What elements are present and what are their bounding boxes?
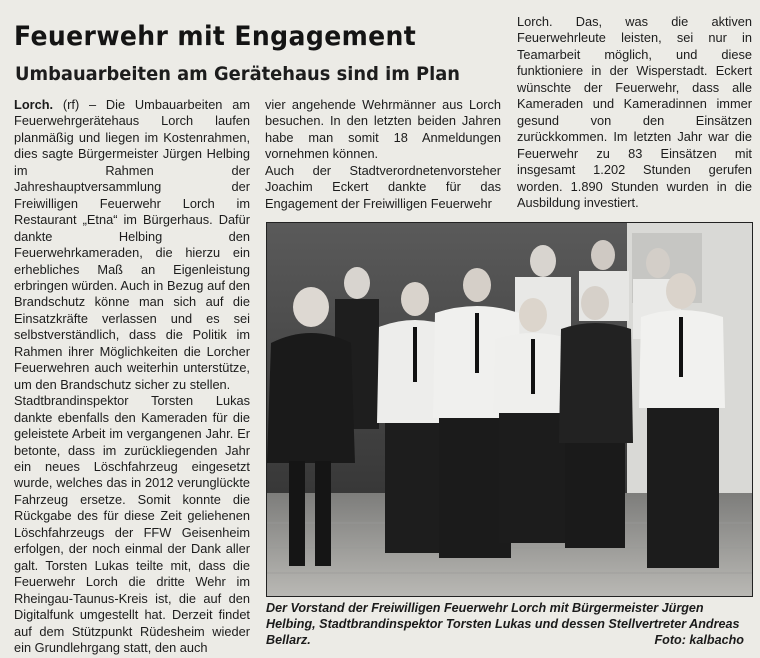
text-column-3 [517, 14, 752, 211]
headline: Feuerwehr mit Engagement [14, 21, 417, 52]
group-photo [266, 222, 753, 597]
paragraph: Auch der Stadtverordnetenvorsteher Joachim Eckert dankte für das Engagement der Freiwilligen Feuerwehr [265, 162, 501, 211]
caption-text: Der Vorstand der Freiwilligen Feuerwehr Lorch mit Bürgermeister Jürgen Helbing, Stadtbrandinspektor Torsten Lukas und dessen Stellvertreter Andreas Bellarz. [266, 601, 740, 647]
dateline: Lorch. [14, 97, 54, 112]
text-column-2 [265, 97, 501, 212]
paragraph: Lorch. Das, was die aktiven Feuerwehrleute leisten, sei nur in Teamarbeit möglich, und diese funktioniere in der Wisperstadt. Eckert wünschte der Feuerwehr, dass alle Kameraden und Kameradinnen immer gesund von den Einsätzen zurückkommen. Im letzten Jahr war die Feuerwehr zu 83 Einsätzen mit insgesamt 1.202 Stunden gerufen worden. 1.890 Stunden wurden in die Ausbildung investiert. [517, 14, 752, 210]
text-column-1 [14, 97, 250, 656]
subheadline: Umbauarbeiten am Gerätehaus sind im Plan [15, 63, 461, 85]
paragraph: Stadtbrandinspektor Torsten Lukas dankte ebenfalls den Kameraden für die geleistete Arbeit im vergangenen Jahr. Er betonte, dass im zurückliegenden Jahr ein neues Löschfahrzeug eingesetzt wurde, welches das in 2012 verunglückte Fahrzeug ersetze. Somit konnte die Rückgabe des für diese Zeit geliehenen Löschfahrzeugs der FFW Geisenheim erfolgen, der noch einmal der Dank aller galt. Torsten Lukas teilte mit, dass die Feuerwehr Lorch die dritte Wehr im Rheingau-Taunus-Kreis ist, die auf den Digitalfunk umgestellt hat. Derzeit findet auf dem Stützpunkt Rüdesheim wieder ein Grundlehrgang statt, den auch [14, 393, 250, 655]
photo-caption [266, 600, 752, 648]
paragraph-lead [14, 97, 250, 393]
paragraph: vier angehende Wehrmänner aus Lorch besuchen. In den letzten beiden Jahren habe man somit 18 Anmeldungen vornehmen können. [265, 97, 501, 162]
lead-text: (rf) – Die Umbauarbeiten am Feuerwehrgerätehaus Lorch laufen planmäßig und liegen im Kostenrahmen, dies sagte Bürgermeister Jürgen Helbing im Rahmen der Jahreshauptversammlung der Freiwilligen Feuerwehr Lorch im Restaurant „Etna“ im Bürgerhaus. Dafür dankte Helbing den Feuerwehrkameraden, die hierzu ein erhebliches Maß an Eigenleistung erbringen würden. Auch in Bezug auf den Brandschutz könne man sich auf die Einsatzkräfte verlassen und es sei selbstverständlich, dass die Politik im Rahmen ihrer Möglichkeiten die Lorcher Feuerwehren auch weiterhin unterstütze, um den Brandschutz sicher zu stellen. [14, 97, 250, 392]
photo-credit: Foto: kalbacho [654, 633, 744, 647]
